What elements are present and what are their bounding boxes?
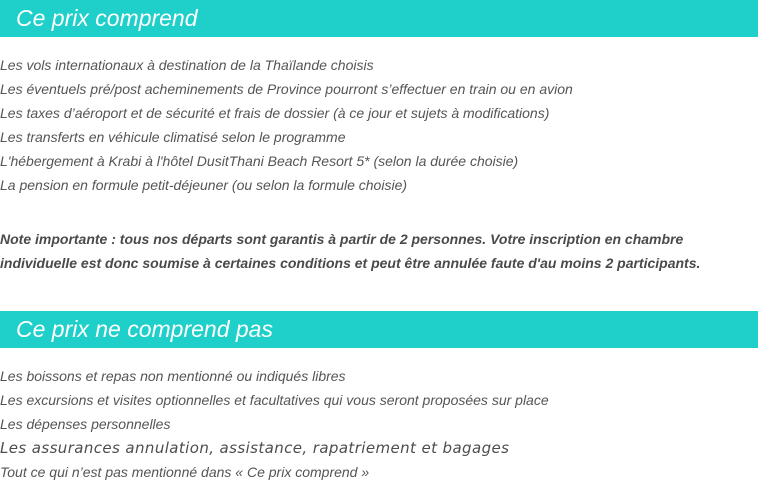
included-section-header <box>0 0 758 37</box>
list-item: Les dépenses personnelles <box>0 416 171 432</box>
excluded-section-header <box>0 311 758 348</box>
list-item: Les taxes d’aéroport et de sécurité et frais de dossier (à ce jour et sujets à modifications) <box>0 105 550 121</box>
list-item: Les boissons et repas non mentionné ou indiqués libres <box>0 368 346 384</box>
excluded-section-title: Ce prix ne comprend pas <box>16 316 273 342</box>
list-item: Les transferts en véhicule climatisé selon le programme <box>0 129 346 145</box>
list-item: Tout ce qui n’est pas mentionné dans « Ce prix comprend » <box>0 464 370 480</box>
included-list <box>0 53 573 197</box>
important-note: Note importante : tous nos départs sont garantis à partir de 2 personnes. Votre inscription en chambre individuelle est donc soumise à certaines conditions et peut être annulée faute d'au moins 2 participants. <box>0 231 701 271</box>
excluded-list <box>0 364 549 484</box>
list-item: Les excursions et visites optionnelles et facultatives qui vous seront proposées sur place <box>0 392 549 408</box>
included-section-title: Ce prix comprend <box>16 5 198 31</box>
list-item: La pension en formule petit-déjeuner (ou selon la formule choisie) <box>0 177 408 193</box>
list-item: Les éventuels pré/post acheminements de Province pourront s’effectuer en train ou en avion <box>0 81 573 97</box>
list-item: Les assurances annulation, assistance, rapatriement et bagages <box>0 439 510 457</box>
list-item: Les vols internationaux à destination de la Thaïlande choisis <box>0 57 374 73</box>
list-item: L'hébergement à Krabi à l'hôtel DusitThani Beach Resort 5* (selon la durée choisie) <box>0 153 519 169</box>
